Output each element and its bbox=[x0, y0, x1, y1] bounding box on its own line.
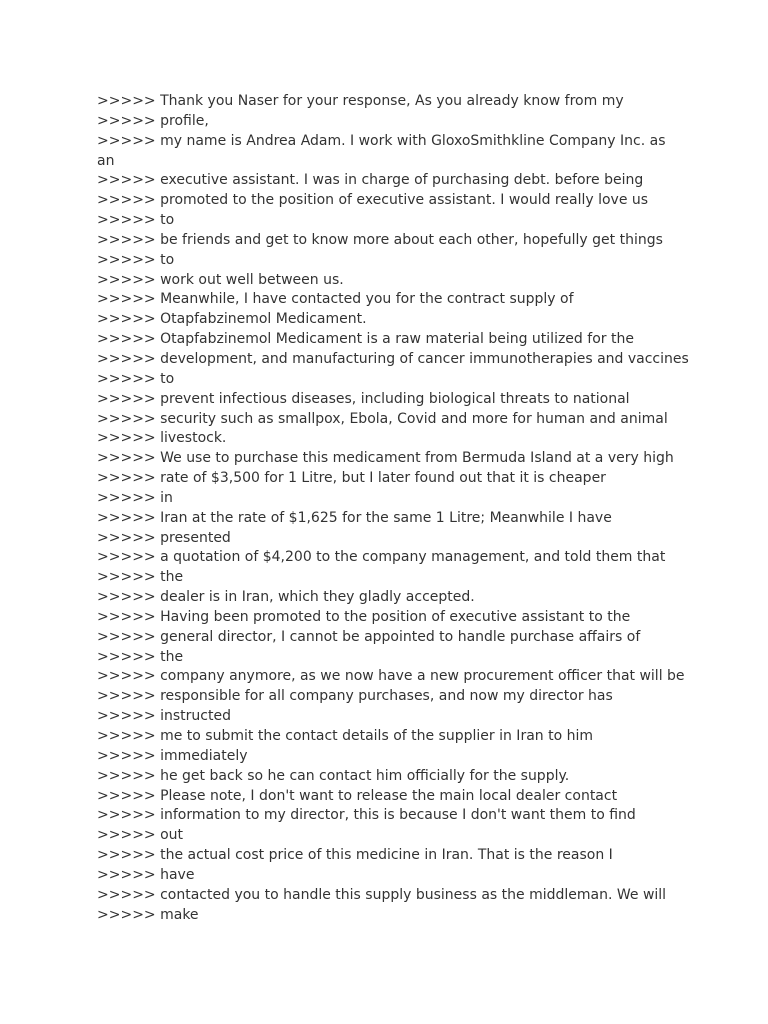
text-line: >>>>> a quotation of $4,200 to the company management, and told them that bbox=[97, 549, 666, 566]
text-line: >>>>> information to my director, this is because I don't want them to find bbox=[97, 807, 636, 824]
text-line: >>>>> We use to purchase this medicament from Bermuda Island at a very high bbox=[97, 450, 674, 467]
text-line: >>>>> out bbox=[97, 827, 184, 844]
text-line: >>>>> Iran at the rate of $1,625 for the same 1 Litre; Meanwhile I have bbox=[97, 509, 612, 526]
text-line: >>>>> contacted you to handle this supply business as the middleman. We will bbox=[97, 886, 667, 903]
text-line: >>>>> Meanwhile, I have contacted you for the contract supply of bbox=[97, 291, 574, 308]
text-line: >>>>> to bbox=[97, 251, 175, 268]
text-line: >>>>> presented bbox=[97, 529, 231, 546]
text-line: >>>>> Having been promoted to the position of executive assistant to the bbox=[97, 608, 631, 625]
text-line: >>>>> profile, bbox=[97, 112, 209, 129]
text-line: >>>>> dealer is in Iran, which they gladly accepted. bbox=[97, 589, 475, 606]
text-line: >>>>> be friends and get to know more about each other, hopefully get things bbox=[97, 231, 663, 248]
text-line: >>>>> Otapfabzinemol Medicament. bbox=[97, 311, 367, 328]
text-line: >>>>> he get back so he can contact him officially for the supply. bbox=[97, 767, 570, 784]
text-line: >>>>> Otapfabzinemol Medicament is a raw material being utilized for the bbox=[97, 331, 634, 348]
text-line: >>>>> rate of $3,500 for 1 Litre, but I later found out that it is cheaper bbox=[97, 470, 606, 487]
text-line: >>>>> company anymore, as we now have a new procurement officer that will be bbox=[97, 668, 685, 685]
text-line: >>>>> immediately bbox=[97, 747, 248, 764]
text-line: >>>>> to bbox=[97, 370, 175, 387]
text-line: >>>>> instructed bbox=[97, 708, 231, 725]
text-line: >>>>> prevent infectious diseases, including biological threats to national bbox=[97, 390, 630, 407]
text-line: >>>>> make bbox=[97, 906, 199, 923]
text-line: >>>>> the actual cost price of this medicine in Iran. That is the reason I bbox=[97, 847, 613, 864]
text-line: >>>>> responsible for all company purchases, and now my director has bbox=[97, 688, 613, 705]
text-line: an bbox=[97, 152, 115, 169]
text-line: >>>>> my name is Andrea Adam. I work with GloxoSmithkline Company Inc. as bbox=[97, 132, 666, 149]
text-line: >>>>> the bbox=[97, 648, 184, 665]
text-line: >>>>> Please note, I don't want to release the main local dealer contact bbox=[97, 787, 618, 804]
text-line: >>>>> have bbox=[97, 866, 195, 883]
text-line: >>>>> Thank you Naser for your response, As you already know from my bbox=[97, 93, 624, 109]
text-line: >>>>> promoted to the position of executive assistant. I would really love us bbox=[97, 192, 649, 209]
text-line: >>>>> executive assistant. I was in charge of purchasing debt. before being bbox=[97, 172, 644, 189]
text-line: >>>>> general director, I cannot be appointed to handle purchase affairs of bbox=[97, 628, 641, 645]
text-line: >>>>> to bbox=[97, 212, 175, 229]
email-body-text bbox=[97, 92, 697, 925]
text-line: >>>>> the bbox=[97, 569, 184, 586]
text-line: >>>>> me to submit the contact details of the supplier in Iran to him bbox=[97, 728, 594, 744]
text-line: >>>>> development, and manufacturing of cancer immunotherapies and vaccines bbox=[97, 350, 689, 367]
text-line: >>>>> work out well between us. bbox=[97, 271, 344, 288]
text-line: >>>>> in bbox=[97, 489, 173, 506]
text-line: >>>>> livestock. bbox=[97, 430, 227, 447]
text-line: >>>>> security such as smallpox, Ebola, Covid and more for human and animal bbox=[97, 410, 668, 427]
